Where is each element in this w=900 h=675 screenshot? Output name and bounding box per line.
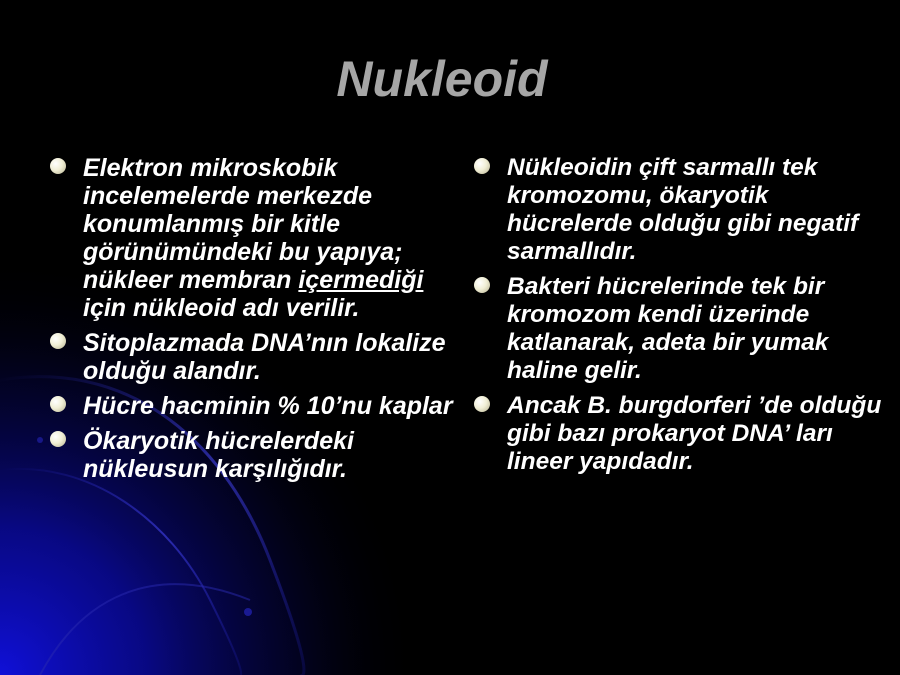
item-text: Sitoplazmada DNA’nın lokalize olduğu alandır.: [83, 329, 446, 385]
item-text: Hücre hacminin % 10’nu kaplar: [83, 392, 453, 420]
list-item: [48, 392, 453, 420]
bullet-dot-icon: [474, 277, 490, 293]
bullet-dot-icon: [50, 396, 66, 412]
item-text-part: Elektron mikroskobik incelemelerde merkezde konumlanmış bir kitle görünümündeki bu yapıya; nükleer membran: [83, 154, 403, 294]
item-text-part: için nükleoid adı verilir.: [83, 294, 360, 322]
bullet-dot-icon: [50, 333, 66, 349]
left-bullet-list: [48, 154, 453, 490]
bullet-dot-icon: [50, 158, 66, 174]
bullet-dot-icon: [474, 158, 490, 174]
underlined-word: içermediği: [298, 266, 424, 294]
item-text: Nükleoidin çift sarmallı tek kromozomu, ökaryotik hücrelerde olduğu gibi negatif sarmallıdır.: [507, 154, 859, 265]
list-item: [472, 273, 887, 385]
list-item: [472, 392, 887, 476]
list-item: [48, 329, 453, 385]
list-item: [48, 427, 453, 483]
list-item: [48, 154, 453, 322]
bullet-dot-icon: [50, 431, 66, 447]
slide-title: Nukleoid: [336, 51, 548, 107]
item-text: Ökaryotik hücrelerdeki nükleusun karşılığıdır.: [83, 427, 354, 483]
list-item: [472, 154, 887, 266]
right-bullet-list: [472, 154, 887, 483]
bullet-dot-icon: [474, 396, 490, 412]
item-text: Bakteri hücrelerinde tek bir kromozom kendi üzerinde katlanarak, adeta bir yumak haline gelir.: [507, 273, 829, 384]
item-text: Ancak B. burgdorferi ’de olduğu gibi bazı prokaryot DNA’ ları lineer yapıdadır.: [507, 392, 882, 475]
